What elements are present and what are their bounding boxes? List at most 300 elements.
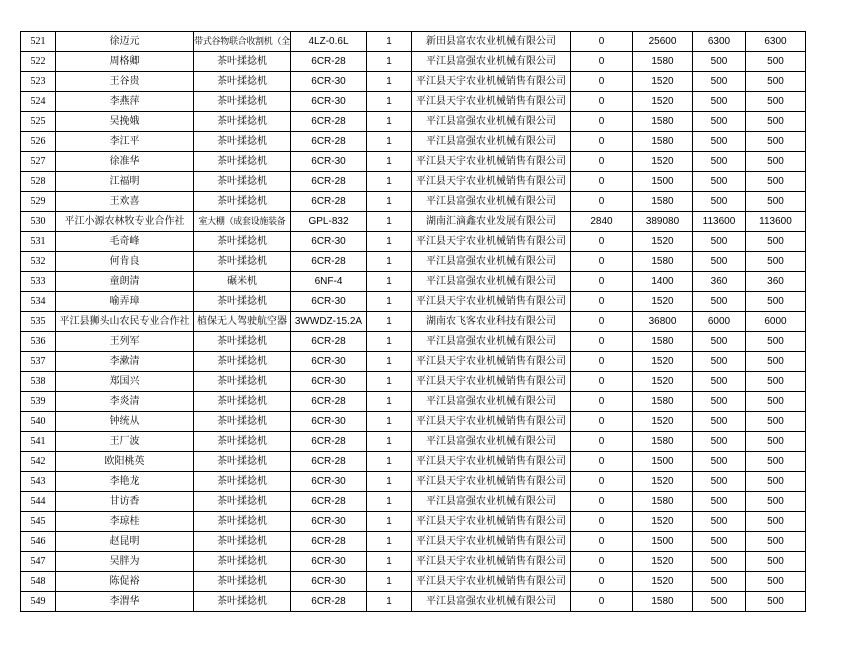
price-cell: 1580 [633,592,693,612]
company-cell: 平江县天宇农业机械销售有限公司 [412,232,571,252]
subsidy-cell: 500 [693,332,746,352]
subsidy-total-cell: 500 [746,52,806,72]
name-cell: 江福明 [56,172,194,192]
table-row [21,552,806,572]
name-cell: 何肯良 [56,252,194,272]
subsidy-cell: 500 [693,52,746,72]
amount-cell: 0 [571,472,633,492]
table-row [21,472,806,492]
table-row [21,52,806,72]
name-cell: 郑国兴 [56,372,194,392]
quantity-cell: 1 [367,392,412,412]
model-cell: 6CR-28 [291,492,367,512]
price-cell: 1580 [633,432,693,452]
company-cell: 平江县富强农业机械有限公司 [412,272,571,292]
price-cell: 1500 [633,532,693,552]
subsidy-total-cell: 113600 [746,212,806,232]
machine-item-cell: 茶叶揉捻机 [194,532,291,552]
quantity-cell: 1 [367,412,412,432]
data-table [20,31,806,612]
model-cell: 6CR-28 [291,252,367,272]
model-cell: 6CR-30 [291,472,367,492]
company-cell: 平江县富强农业机械有限公司 [412,112,571,132]
amount-cell: 0 [571,532,633,552]
price-cell: 1580 [633,252,693,272]
table-row [21,212,806,232]
table-row [21,592,806,612]
subsidy-total-cell: 6000 [746,312,806,332]
model-cell: 6CR-30 [291,572,367,592]
subsidy-cell: 500 [693,372,746,392]
subsidy-cell: 113600 [693,212,746,232]
subsidy-cell: 500 [693,72,746,92]
quantity-cell: 1 [367,492,412,512]
quantity-cell: 1 [367,72,412,92]
price-cell: 1580 [633,332,693,352]
amount-cell: 0 [571,572,633,592]
name-cell: 童朗清 [56,272,194,292]
amount-cell: 0 [571,412,633,432]
row-number-cell: 543 [21,472,56,492]
machine-item-cell: 茶叶揉捻机 [194,592,291,612]
company-cell: 新田县富农农业机械有限公司 [412,32,571,52]
company-cell: 平江县天宇农业机械销售有限公司 [412,152,571,172]
machine-item-cell: 茶叶揉捻机 [194,92,291,112]
amount-cell: 0 [571,92,633,112]
machine-item-cell: 茶叶揉捻机 [194,552,291,572]
machine-item-cell: 茶叶揉捻机 [194,172,291,192]
amount-cell: 0 [571,272,633,292]
name-cell: 李渭华 [56,592,194,612]
subsidy-cell: 500 [693,572,746,592]
name-cell: 李琼桂 [56,512,194,532]
company-cell: 平江县富强农业机械有限公司 [412,332,571,352]
company-cell: 平江县富强农业机械有限公司 [412,132,571,152]
company-cell: 湖南汇滴鑫农业发展有限公司 [412,212,571,232]
price-cell: 1520 [633,72,693,92]
table-row [21,132,806,152]
quantity-cell: 1 [367,592,412,612]
subsidy-total-cell: 6300 [746,32,806,52]
table-row [21,92,806,112]
model-cell: 3WWDZ-15.2A [291,312,367,332]
quantity-cell: 1 [367,292,412,312]
subsidy-total-cell: 500 [746,412,806,432]
price-cell: 1520 [633,152,693,172]
name-cell: 平江县狮头山农民专业合作社 [56,312,194,332]
subsidy-cell: 500 [693,192,746,212]
machine-item-cell: 茶叶揉捻机 [194,372,291,392]
subsidy-cell: 500 [693,552,746,572]
company-cell: 平江县天宇农业机械销售有限公司 [412,552,571,572]
price-cell: 1400 [633,272,693,292]
model-cell: 6CR-30 [291,292,367,312]
company-cell: 平江县富强农业机械有限公司 [412,492,571,512]
subsidy-total-cell: 500 [746,372,806,392]
subsidy-total-cell: 500 [746,332,806,352]
row-number-cell: 529 [21,192,56,212]
table-row [21,272,806,292]
subsidy-cell: 500 [693,292,746,312]
company-cell: 湖南农飞客农业科技有限公司 [412,312,571,332]
model-cell: 6CR-30 [291,552,367,572]
price-cell: 1580 [633,52,693,72]
amount-cell: 0 [571,312,633,332]
quantity-cell: 1 [367,552,412,572]
company-cell: 平江县富强农业机械有限公司 [412,432,571,452]
company-cell: 平江县天宇农业机械销售有限公司 [412,472,571,492]
table-row [21,392,806,412]
subsidy-total-cell: 500 [746,552,806,572]
amount-cell: 0 [571,32,633,52]
amount-cell: 0 [571,152,633,172]
company-cell: 平江县富强农业机械有限公司 [412,192,571,212]
table-row [21,32,806,52]
price-cell: 25600 [633,32,693,52]
row-number-cell: 549 [21,592,56,612]
name-cell: 喻弄璋 [56,292,194,312]
machine-item-cell: 植保无人驾驶航空器 [194,312,291,332]
amount-cell: 0 [571,192,633,212]
row-number-cell: 528 [21,172,56,192]
subsidy-cell: 500 [693,232,746,252]
row-number-cell: 538 [21,372,56,392]
quantity-cell: 1 [367,312,412,332]
model-cell: GPL-832 [291,212,367,232]
company-cell: 平江县富强农业机械有限公司 [412,252,571,272]
name-cell: 甘访香 [56,492,194,512]
name-cell: 李漱清 [56,352,194,372]
subsidy-cell: 500 [693,432,746,452]
subsidy-total-cell: 500 [746,292,806,312]
name-cell: 李燕萍 [56,92,194,112]
machine-item-cell: 茶叶揉捻机 [194,352,291,372]
company-cell: 平江县富强农业机械有限公司 [412,52,571,72]
subsidy-cell: 500 [693,392,746,412]
machine-item-cell: 茶叶揉捻机 [194,112,291,132]
model-cell: 6CR-30 [291,512,367,532]
price-cell: 1520 [633,92,693,112]
name-cell: 钟统从 [56,412,194,432]
subsidy-total-cell: 500 [746,232,806,252]
row-number-cell: 521 [21,32,56,52]
machine-item-cell: 茶叶揉捻机 [194,152,291,172]
row-number-cell: 546 [21,532,56,552]
company-cell: 平江县天宇农业机械销售有限公司 [412,92,571,112]
subsidy-cell: 500 [693,452,746,472]
subsidy-cell: 6300 [693,32,746,52]
row-number-cell: 540 [21,412,56,432]
price-cell: 1580 [633,132,693,152]
subsidy-cell: 500 [693,352,746,372]
quantity-cell: 1 [367,112,412,132]
price-cell: 1520 [633,232,693,252]
name-cell: 李炎清 [56,392,194,412]
subsidy-cell: 500 [693,532,746,552]
table-row [21,452,806,472]
subsidy-total-cell: 500 [746,112,806,132]
amount-cell: 2840 [571,212,633,232]
table-row [21,252,806,272]
table-row [21,572,806,592]
row-number-cell: 526 [21,132,56,152]
name-cell: 吴胖为 [56,552,194,572]
price-cell: 1520 [633,352,693,372]
quantity-cell: 1 [367,32,412,52]
price-cell: 1580 [633,392,693,412]
subsidy-total-cell: 500 [746,192,806,212]
price-cell: 1580 [633,112,693,132]
price-cell: 389080 [633,212,693,232]
row-number-cell: 535 [21,312,56,332]
name-cell: 吴挽娥 [56,112,194,132]
company-cell: 平江县天宇农业机械销售有限公司 [412,412,571,432]
subsidy-total-cell: 500 [746,132,806,152]
company-cell: 平江县天宇农业机械销售有限公司 [412,532,571,552]
subsidy-total-cell: 500 [746,452,806,472]
table-row [21,492,806,512]
quantity-cell: 1 [367,512,412,532]
machine-item-cell: 茶叶揉捻机 [194,572,291,592]
quantity-cell: 1 [367,352,412,372]
quantity-cell: 1 [367,232,412,252]
subsidy-total-cell: 500 [746,572,806,592]
machine-item-cell: 茶叶揉捻机 [194,72,291,92]
table-row [21,512,806,532]
amount-cell: 0 [571,512,633,532]
company-cell: 平江县富强农业机械有限公司 [412,592,571,612]
price-cell: 1520 [633,372,693,392]
subsidy-cell: 500 [693,172,746,192]
subsidy-cell: 500 [693,112,746,132]
quantity-cell: 1 [367,332,412,352]
name-cell: 周格卿 [56,52,194,72]
table-body [21,32,806,612]
amount-cell: 0 [571,292,633,312]
row-number-cell: 544 [21,492,56,512]
table-row [21,172,806,192]
model-cell: 6CR-28 [291,592,367,612]
subsidy-total-cell: 500 [746,592,806,612]
machine-item-cell: 茶叶揉捻机 [194,512,291,532]
name-cell: 王列军 [56,332,194,352]
quantity-cell: 1 [367,252,412,272]
table-row [21,332,806,352]
name-cell: 欧阳桃英 [56,452,194,472]
model-cell: 6CR-30 [291,412,367,432]
subsidy-cell: 6000 [693,312,746,332]
model-cell: 6CR-30 [291,92,367,112]
name-cell: 李艳龙 [56,472,194,492]
model-cell: 6CR-28 [291,452,367,472]
table-row [21,352,806,372]
quantity-cell: 1 [367,452,412,472]
quantity-cell: 1 [367,152,412,172]
machine-item-cell: 茶叶揉捻机 [194,452,291,472]
quantity-cell: 1 [367,572,412,592]
row-number-cell: 533 [21,272,56,292]
model-cell: 6CR-30 [291,372,367,392]
subsidy-cell: 500 [693,132,746,152]
company-cell: 平江县天宇农业机械销售有限公司 [412,172,571,192]
name-cell: 王谷贵 [56,72,194,92]
amount-cell: 0 [571,112,633,132]
machine-item-cell: 茶叶揉捻机 [194,132,291,152]
model-cell: 6CR-30 [291,352,367,372]
table-row [21,292,806,312]
price-cell: 36800 [633,312,693,332]
name-cell: 王厂波 [56,432,194,452]
name-cell: 陈促裕 [56,572,194,592]
table-row [21,532,806,552]
name-cell: 赵昆明 [56,532,194,552]
row-number-cell: 522 [21,52,56,72]
quantity-cell: 1 [367,432,412,452]
subsidy-total-cell: 500 [746,252,806,272]
name-cell: 李江平 [56,132,194,152]
machine-item-cell: 茶叶揉捻机 [194,332,291,352]
machine-item-cell: 室大棚（成套设施装备 [194,212,291,232]
quantity-cell: 1 [367,272,412,292]
company-cell: 平江县天宇农业机械销售有限公司 [412,512,571,532]
row-number-cell: 545 [21,512,56,532]
model-cell: 6CR-30 [291,72,367,92]
row-number-cell: 542 [21,452,56,472]
price-cell: 1520 [633,512,693,532]
model-cell: 4LZ-0.6L [291,32,367,52]
table-row [21,72,806,92]
subsidy-total-cell: 500 [746,432,806,452]
table-row [21,152,806,172]
model-cell: 6CR-28 [291,172,367,192]
price-cell: 1580 [633,492,693,512]
row-number-cell: 532 [21,252,56,272]
model-cell: 6CR-28 [291,532,367,552]
subsidy-total-cell: 500 [746,492,806,512]
row-number-cell: 530 [21,212,56,232]
model-cell: 6CR-30 [291,152,367,172]
subsidy-total-cell: 500 [746,472,806,492]
amount-cell: 0 [571,132,633,152]
company-cell: 平江县天宇农业机械销售有限公司 [412,372,571,392]
quantity-cell: 1 [367,192,412,212]
company-cell: 平江县天宇农业机械销售有限公司 [412,292,571,312]
row-number-cell: 523 [21,72,56,92]
machine-item-cell: 茶叶揉捻机 [194,432,291,452]
table-row [21,312,806,332]
subsidy-total-cell: 500 [746,72,806,92]
row-number-cell: 531 [21,232,56,252]
quantity-cell: 1 [367,172,412,192]
quantity-cell: 1 [367,52,412,72]
subsidy-cell: 500 [693,592,746,612]
company-cell: 平江县天宇农业机械销售有限公司 [412,572,571,592]
name-cell: 王欢喜 [56,192,194,212]
model-cell: 6CR-28 [291,432,367,452]
model-cell: 6CR-28 [291,192,367,212]
model-cell: 6CR-28 [291,52,367,72]
machine-item-cell: 茶叶揉捻机 [194,492,291,512]
model-cell: 6NF-4 [291,272,367,292]
subsidy-total-cell: 500 [746,152,806,172]
row-number-cell: 539 [21,392,56,412]
row-number-cell: 537 [21,352,56,372]
subsidy-total-cell: 500 [746,172,806,192]
quantity-cell: 1 [367,472,412,492]
subsidy-cell: 500 [693,92,746,112]
subsidy-total-cell: 500 [746,532,806,552]
amount-cell: 0 [571,452,633,472]
row-number-cell: 534 [21,292,56,312]
subsidy-total-cell: 500 [746,352,806,372]
amount-cell: 0 [571,332,633,352]
subsidy-total-cell: 500 [746,512,806,532]
subsidy-cell: 500 [693,472,746,492]
company-cell: 平江县富强农业机械有限公司 [412,392,571,412]
machine-item-cell: 碾米机 [194,272,291,292]
table-row [21,372,806,392]
subsidy-cell: 500 [693,492,746,512]
row-number-cell: 536 [21,332,56,352]
amount-cell: 0 [571,232,633,252]
amount-cell: 0 [571,492,633,512]
row-number-cell: 525 [21,112,56,132]
table-row [21,412,806,432]
subsidy-total-cell: 360 [746,272,806,292]
name-cell: 毛奇峰 [56,232,194,252]
price-cell: 1500 [633,172,693,192]
row-number-cell: 547 [21,552,56,572]
name-cell: 徐准华 [56,152,194,172]
amount-cell: 0 [571,552,633,572]
machine-item-cell: 茶叶揉捻机 [194,412,291,432]
machine-item-cell: 茶叶揉捻机 [194,292,291,312]
subsidy-cell: 500 [693,412,746,432]
company-cell: 平江县天宇农业机械销售有限公司 [412,72,571,92]
subsidy-cell: 500 [693,512,746,532]
model-cell: 6CR-30 [291,232,367,252]
company-cell: 平江县天宇农业机械销售有限公司 [412,452,571,472]
model-cell: 6CR-28 [291,332,367,352]
amount-cell: 0 [571,392,633,412]
machine-item-cell: 茶叶揉捻机 [194,52,291,72]
row-number-cell: 541 [21,432,56,452]
machine-item-cell: 茶叶揉捻机 [194,192,291,212]
name-cell: 徐迈元 [56,32,194,52]
machine-item-cell: 茶叶揉捻机 [194,232,291,252]
machine-item-cell: 茶叶揉捻机 [194,252,291,272]
subsidy-cell: 500 [693,252,746,272]
amount-cell: 0 [571,172,633,192]
model-cell: 6CR-28 [291,132,367,152]
model-cell: 6CR-28 [291,112,367,132]
amount-cell: 0 [571,592,633,612]
row-number-cell: 527 [21,152,56,172]
machine-item-cell: 茶叶揉捻机 [194,392,291,412]
quantity-cell: 1 [367,532,412,552]
price-cell: 1520 [633,292,693,312]
amount-cell: 0 [571,432,633,452]
name-cell: 平江小源农林牧专业合作社 [56,212,194,232]
price-cell: 1520 [633,572,693,592]
table-row [21,232,806,252]
machine-item-cell: 带式谷物联合收割机（全 [194,32,291,52]
subsidy-total-cell: 500 [746,92,806,112]
price-cell: 1500 [633,452,693,472]
price-cell: 1520 [633,412,693,432]
price-cell: 1520 [633,552,693,572]
amount-cell: 0 [571,352,633,372]
